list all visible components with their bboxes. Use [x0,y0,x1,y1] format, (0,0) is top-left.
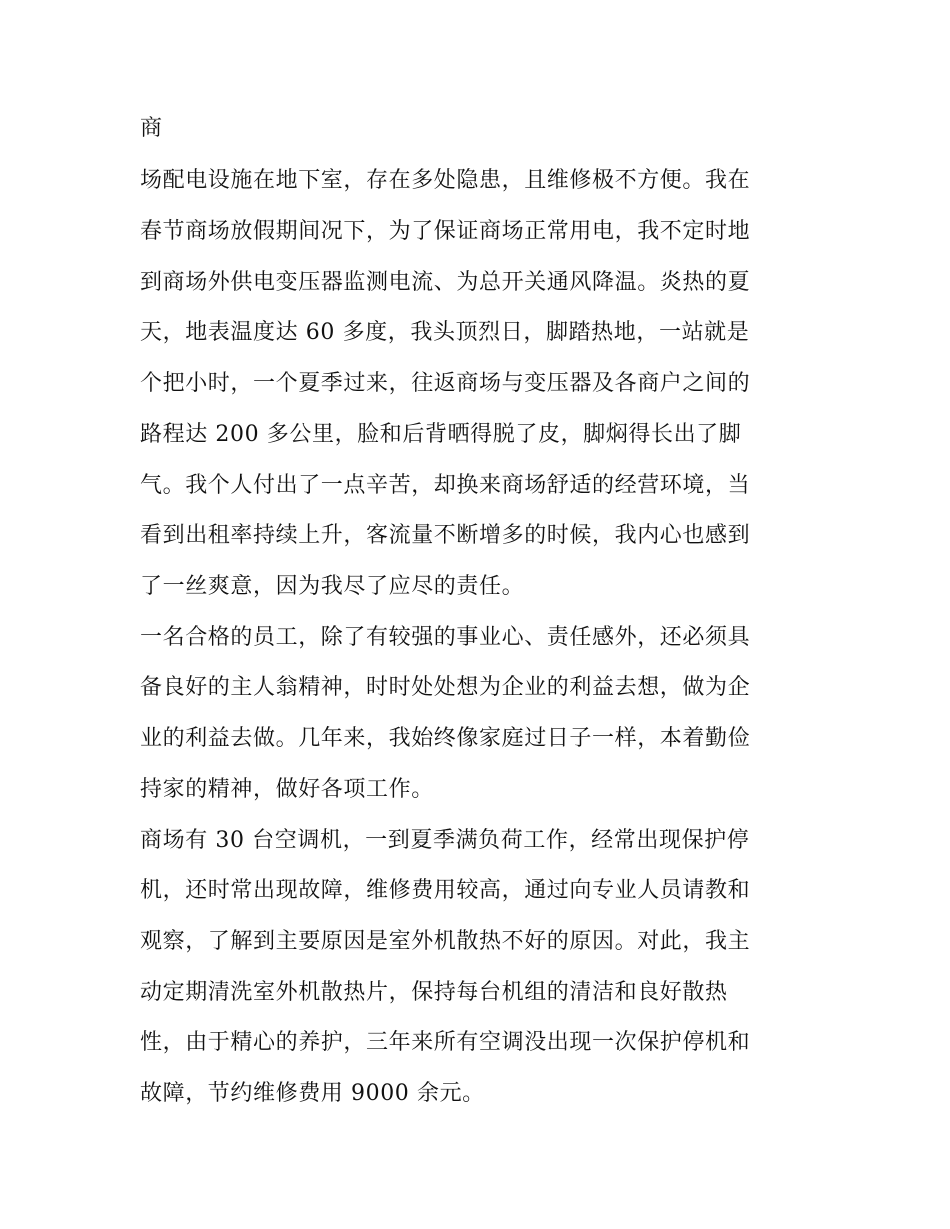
text-line: 到商场外供电变压器监测电流、为总开关通风降温。炎热的夏 [140,270,751,295]
text-line: 业的利益去做。几年来，我始终像家庭过日子一样，本着勤俭 [140,726,751,751]
text-line: 持家的精神，做好各项工作。 [140,777,434,802]
text-line: 故障，节约维修费用 9000 余元。 [140,1081,485,1106]
text-line: 个把小时，一个夏季过来，往返商场与变压器及各商户之间的 [140,371,751,396]
text-line: 备良好的主人翁精神，时时处处想为企业的利益去想，做为企 [140,675,751,700]
text-line: 路程达 200 多公里，脸和后背晒得脱了皮，脚焖得长出了脚 [140,422,742,447]
text-line: 机，还时常出现故障，维修费用较高，通过向专业人员请教和 [140,878,751,903]
text-line: 性，由于精心的养护，三年来所有空调没出现一次保护停机和 [140,1030,751,1055]
text-line: 场配电设施在地下室，存在多处隐患，且维修极不方便。我在 [140,168,751,193]
text-line: 观察，了解到主要原因是室外机散热不好的原因。对此，我主 [140,929,751,954]
text-line: 春节商场放假期间况下，为了保证商场正常用电，我不定时地 [140,219,751,244]
text-line: 天，地表温度达 60 多度，我头顶烈日，脚踏热地，一站就是 [140,320,750,345]
text-line: 一名合格的员工，除了有较强的事业心、责任感外，还必须具 [140,625,751,650]
text-line: 商场有 30 台空调机，一到夏季满负荷工作，经常出现保护停 [140,828,750,853]
text-line: 商 [140,116,163,141]
text-line: 了一丝爽意，因为我尽了应尽的责任。 [140,574,525,599]
text-line: 动定期清洗室外机散热片，保持每台机组的清洁和良好散热 [140,980,728,1005]
text-line: 看到出租率持续上升，客流量不断增多的时候，我内心也感到 [140,523,751,548]
text-line: 气。我个人付出了一点辛苦，却换来商场舒适的经营环境，当 [140,473,751,498]
